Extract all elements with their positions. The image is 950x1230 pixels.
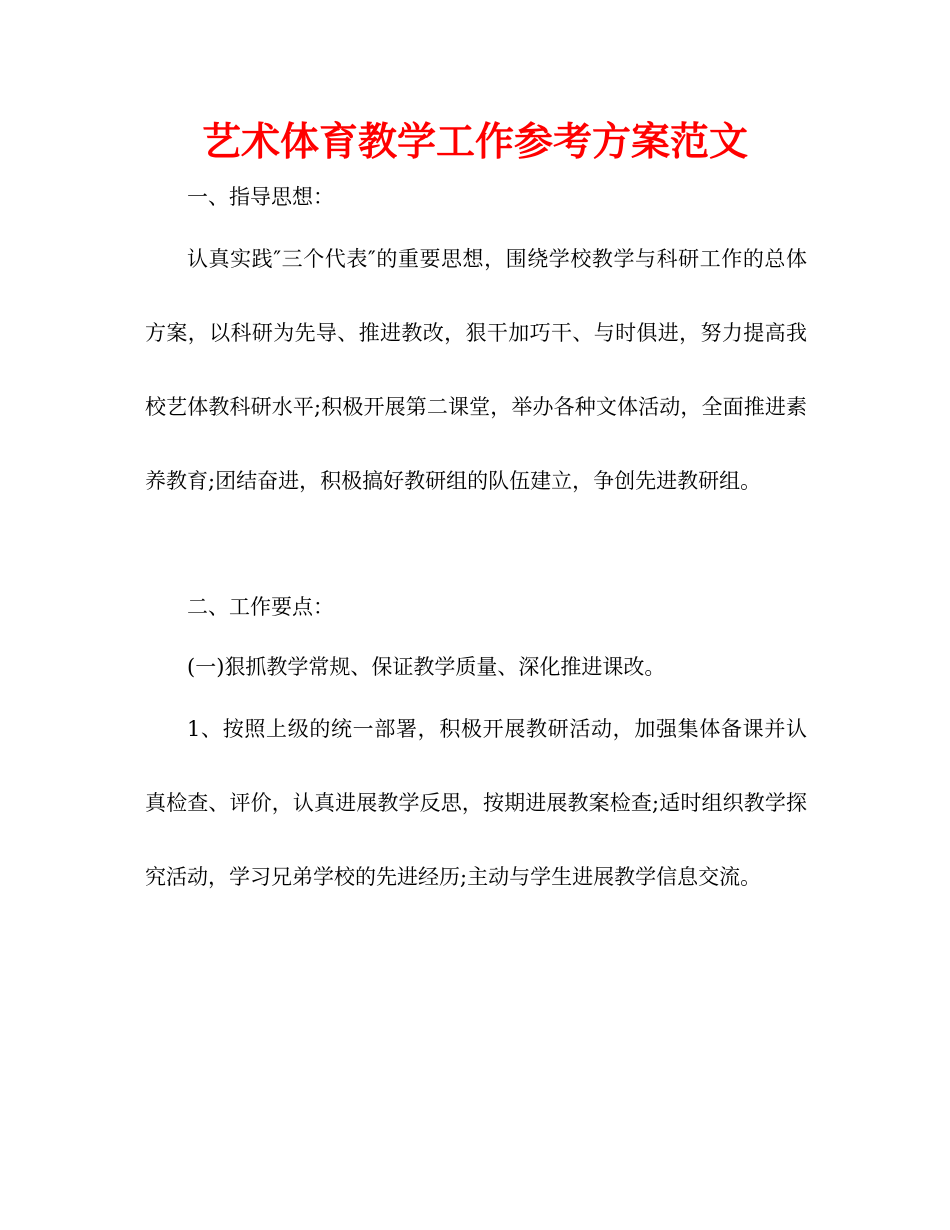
subsection-heading-teaching-routine: (一)狠抓教学常规、保证教学质量、深化推进课改。 [187,655,666,679]
work-item-1-paragraph: 1、按照上级的统一部署，积极开展教研活动，加强集体备课并认真检查、评价，认真进展教学反思，按期进展教案检查;适时组织教学探究活动，学习兄弟学校的先进经历;主动与学生进展教学信息交流。 [145,717,807,889]
guiding-ideology-paragraph: 认真实践″三个代表″的重要思想，围绕学校教学与科研工作的总体方案，以科研为先导、推进教改，狠干加巧干、与时俱进，努力提高我校艺体教科研水平;积极开展第二课堂，举办各种文体活动，全面推进素养教育;团结奋进，积极搞好教研组的队伍建立，争创先进教研组。 [145,247,807,493]
section-heading-work-points: 二、工作要点： [187,595,334,619]
document-title: 艺术体育教学工作参考方案范文 [201,120,748,165]
section-heading-guiding-ideology: 一、指导思想： [187,185,334,209]
